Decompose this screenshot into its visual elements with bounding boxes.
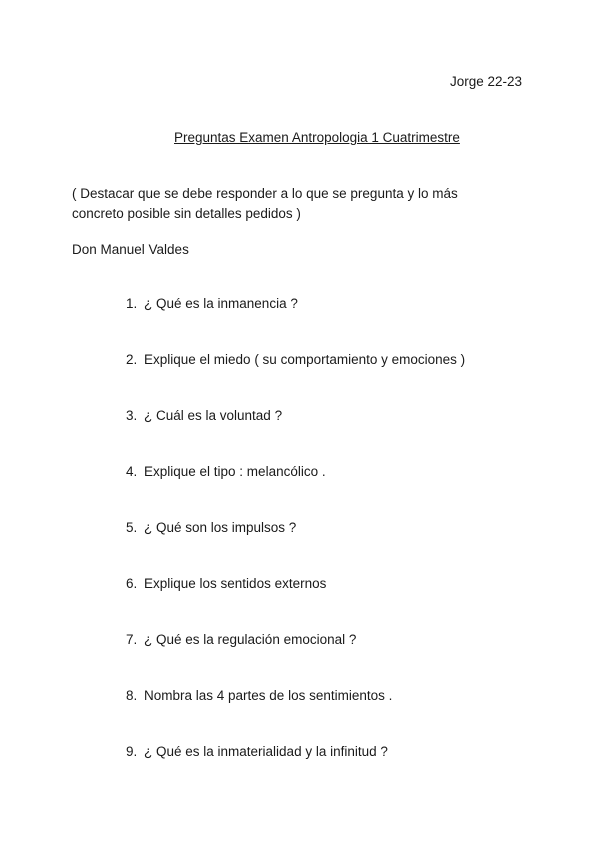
question-number: 2. [126, 352, 138, 367]
question-text: Nombra las 4 partes de los sentimientos . [144, 688, 393, 703]
question-number: 9. [126, 744, 138, 759]
question-number: 7. [126, 632, 138, 647]
question-text: Explique el tipo : melancólico . [144, 464, 326, 479]
question-text: Explique el miedo ( su comportamiento y emociones ) [144, 352, 466, 367]
question-text: ¿ Qué es la inmanencia ? [144, 296, 298, 311]
document-title: Preguntas Examen Antropologia 1 Cuatrimestre [174, 130, 460, 145]
question-number: 4. [126, 464, 138, 479]
question-item [126, 464, 465, 520]
question-item [126, 520, 465, 576]
question-number: 6. [126, 576, 138, 591]
question-item [126, 296, 465, 352]
question-item [126, 576, 465, 632]
author-year: Jorge 22-23 [449, 74, 522, 89]
question-text: ¿ Qué es la inmaterialidad y la infinitud ? [144, 744, 388, 759]
question-number: 1. [126, 296, 138, 311]
question-item [126, 744, 465, 800]
question-item [126, 632, 465, 688]
instructions [72, 184, 522, 224]
instructions-line-2: concreto posible sin detalles pedidos ) [72, 206, 301, 221]
question-text: ¿ Qué es la regulación emocional ? [144, 632, 357, 647]
question-number: 8. [126, 688, 138, 703]
question-item [126, 408, 465, 464]
question-text: ¿ Cuál es la voluntad ? [144, 408, 283, 423]
teacher-name: Don Manuel Valdes [72, 242, 189, 257]
question-list [126, 296, 465, 800]
question-number: 3. [126, 408, 138, 423]
instructions-line-1: ( Destacar que se debe responder a lo que se pregunta y lo más [72, 186, 458, 201]
question-item [126, 352, 465, 408]
question-item [126, 688, 465, 744]
question-text: ¿ Qué son los impulsos ? [144, 520, 297, 535]
question-text: Explique los sentidos externos [144, 576, 327, 591]
question-number: 5. [126, 520, 138, 535]
